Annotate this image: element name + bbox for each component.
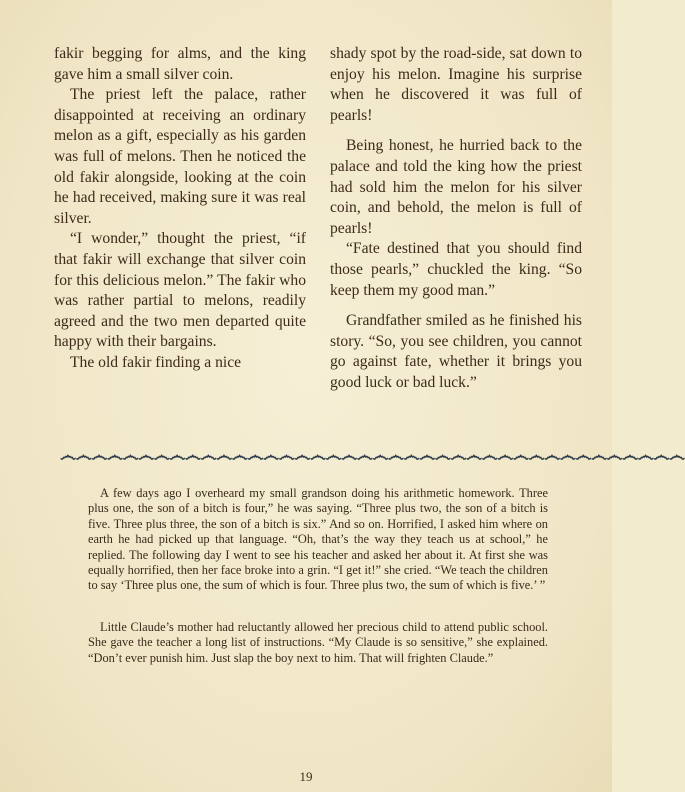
- story-paragraph: Being honest, he hurried back to the palace and told the king how the priest had sold him the melon for his silver coin, and behold, the melon is full of pearls!: [330, 137, 582, 237]
- story-paragraph: “Fate destined that you should find those pearls,” chuckled the king. “So keep them my good man.”: [330, 240, 582, 299]
- jokes-section: [88, 486, 548, 666]
- joke-paragraph: Little Claude’s mother had reluctantly allowed her precious child to attend public school. She gave the teacher a long list of instructions. “My Claude is so sensitive,” she explained. “Don’t ever punish him. Just slap the boy next to him. That will frighten Claude.”: [88, 619, 548, 665]
- story-paragraph: “I wonder,” thought the priest, “if that fakir will exchange that silver coin for this delicious melon.” The fakir who was rather partial to melons, readily agreed and the two men departed quite happy with their bargains.: [54, 230, 306, 351]
- story-columns: [54, 44, 582, 394]
- story-paragraph: Grandfather smiled as he finished his story. “So, you see children, you cannot go against fate, whether it brings you good luck or bad luck.”: [330, 312, 582, 391]
- joke-paragraph: A few days ago I overheard my small grandson doing his arithmetic homework. Three plus one, the son of a bitch is four,” he was saying. “Three plus two, the son of a bitch is five. Three plus three, the son of a bitch is six.” And so on. Horrified, I asked him where on earth he had picked up that language. “Oh, that’s the way they teach us at school,” he replied. The following day I went to see his teacher and asked her about it. At first she was equally horrified, then her face broke into a grin. “I get it!” she cried. “We teach the children to say ‘Three plus one, the sum of which is four. Three plus two, the sum of which is five.’ ”: [88, 486, 548, 593]
- story-right-column: [330, 44, 582, 394]
- story-paragraph: The old fakir finding a nice: [70, 353, 242, 371]
- ornamental-divider: ෴෴෴෴෴෴෴෴෴෴෴෴෴෴෴෴෴෴෴෴෴෴෴෴෴෴෴෴෴෴෴෴෴෴෴෴෴෴෴෴: [60, 446, 685, 466]
- story-paragraph: shady spot by the road-side, sat down to enjoy his melon. Imagine his surprise when he discovered it was full of pearls!: [330, 45, 582, 124]
- story-paragraph: The priest left the palace, rather disappointed at receiving an ordinary melon as a gift, especially as his garden was full of melons. Then he noticed the old fakir alongside, looking at the coin he had received, making sure it was real silver.: [54, 86, 306, 227]
- story-paragraph: fakir begging for alms, and the king gave him a small silver coin.: [54, 45, 306, 83]
- page-number: 19: [299, 769, 313, 784]
- story-left-column: [54, 44, 306, 394]
